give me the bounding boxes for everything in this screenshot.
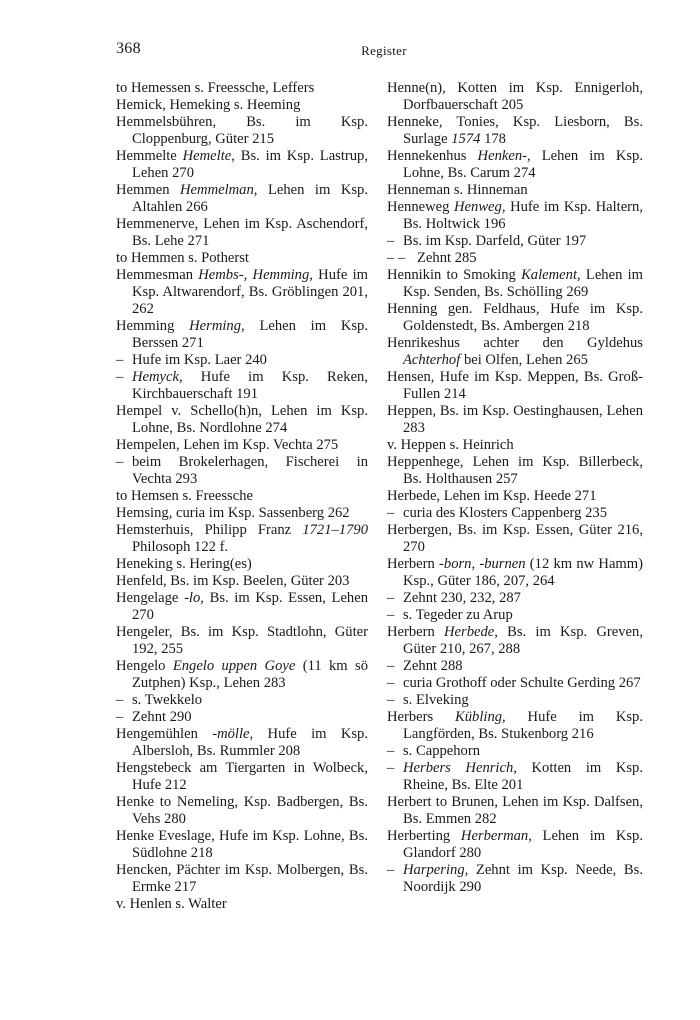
italic-variant: Harpering, — [403, 862, 469, 878]
italic-variant: Herming, — [189, 318, 245, 334]
entry-text: Hemmelsbühren, Bs. im Ksp. Cloppenburg, Güter 215 — [116, 114, 368, 147]
subentry-dash: – — [387, 658, 395, 674]
index-subentry — [116, 709, 368, 726]
entry-text: Hencken, Pächter im Ksp. Molbergen, Bs. Ermke 217 — [116, 862, 368, 895]
entry-text: Lehen im Ksp. Altahlen 266 — [132, 182, 368, 215]
entry-text: Zehnt 290 — [132, 709, 192, 725]
index-subentry — [387, 692, 643, 709]
entry-text: v. Heppen s. Heinrich — [387, 437, 514, 453]
italic-variant: Hembs-, Hemming, — [198, 267, 313, 283]
entry-text: Henke to Nemeling, Ksp. Badbergen, Bs. Vehs 280 — [116, 794, 368, 827]
italic-variant: Hemelte, — [182, 148, 235, 164]
index-entry — [116, 726, 368, 760]
index-entry — [387, 624, 643, 658]
index-entry — [387, 199, 643, 233]
entry-text: Kotten im Ksp. Rheine, Bs. Elte 201 — [403, 760, 643, 793]
index-entry — [116, 403, 368, 437]
entry-text: Herbern — [387, 556, 440, 572]
entry-text: Hengstebeck am Tiergarten in Wolbeck, Hufe 212 — [116, 760, 368, 793]
subentry-dash: – — [387, 233, 395, 249]
entry-text: Herbergen, Bs. im Ksp. Essen, Güter 216, 270 — [387, 522, 643, 555]
entry-text: Zehnt 288 — [403, 658, 463, 674]
index-subentry — [116, 369, 368, 403]
index-entry — [116, 148, 368, 182]
index-subentry — [387, 658, 643, 675]
entry-text: (11 km sö Zutphen) Ksp., Lehen 283 — [132, 658, 369, 691]
entry-text: Henneke, Tonies, Ksp. Liesborn, Bs. Surlage — [387, 114, 643, 147]
entry-text: Hemsterhuis, Philipp Franz — [116, 522, 303, 538]
index-entry — [116, 862, 368, 896]
entry-text: Herbern — [387, 624, 445, 640]
entry-text: Hempelen, Lehen im Ksp. Vechta 275 — [116, 437, 339, 453]
subentry-dash: – — [387, 692, 395, 708]
entry-text: Hemsing, curia im Ksp. Sassenberg 262 — [116, 505, 350, 521]
entry-text: Hufe im Ksp. Altwarendorf, Bs. Gröblingen 201, 262 — [132, 267, 368, 317]
entry-text: Herberting — [387, 828, 461, 844]
italic-variant: -born, -burnen — [439, 556, 526, 572]
italic-variant: Kübling, — [455, 709, 506, 725]
index-entry — [116, 97, 368, 114]
index-entry — [116, 216, 368, 250]
index-entry — [387, 80, 643, 114]
index-entry — [387, 182, 643, 199]
italic-variant: -lo, — [184, 590, 204, 606]
entry-text: to Hemmen s. Potherst — [116, 250, 249, 266]
entry-text: Heppen, Bs. im Ksp. Oestinghausen, Lehen 283 — [387, 403, 643, 436]
index-subentry — [387, 233, 643, 250]
entry-text: Heneking s. Hering(es) — [116, 556, 252, 572]
index-entry — [387, 369, 643, 403]
subentry-dash: – — [116, 454, 124, 470]
index-subentry — [387, 760, 643, 794]
index-entry — [116, 896, 368, 913]
index-subentry — [387, 505, 643, 522]
index-entry — [116, 250, 368, 267]
entry-text: Hemming — [116, 318, 190, 334]
index-entry — [116, 658, 368, 692]
index-entry — [116, 318, 368, 352]
index-entry — [387, 267, 643, 301]
subentry-dash: – — [116, 709, 124, 725]
index-entry — [116, 80, 368, 97]
index-column-right — [387, 80, 643, 896]
entry-text: Bs. im Ksp. Greven, Güter 210, 267, 288 — [403, 624, 643, 657]
italic-variant: Henken-, — [477, 148, 531, 164]
index-column-left — [116, 80, 368, 913]
entry-text: Henneweg — [387, 199, 454, 215]
index-entry — [387, 828, 643, 862]
entry-text: s. Tegeder zu Arup — [403, 607, 513, 623]
entry-text: Zehnt im Ksp. Neede, Bs. Noordijk 290 — [403, 862, 643, 895]
entry-text: Hemmelte — [116, 148, 183, 164]
index-entry — [387, 437, 643, 454]
running-head: Register — [361, 43, 407, 58]
index-entry — [116, 522, 368, 556]
index-entry — [387, 488, 643, 505]
entry-text: Zehnt 285 — [417, 250, 477, 266]
entry-text: Bs. im Ksp. Darfeld, Güter 197 — [403, 233, 587, 249]
index-entry — [387, 709, 643, 743]
italic-variant: Engelo uppen Goye — [172, 658, 296, 674]
entry-text: curia des Klosters Cappenberg 235 — [403, 505, 607, 521]
index-entry — [387, 403, 643, 437]
index-subentry — [387, 862, 643, 896]
subentry-dash: – — [387, 590, 395, 606]
entry-text: Herbers — [387, 709, 456, 725]
index-entry — [116, 182, 368, 216]
index-subentry — [116, 692, 368, 709]
italic-variant: Achterhof — [403, 352, 461, 368]
entry-text: 178 — [480, 131, 506, 147]
subentry-dash: – — [387, 760, 395, 776]
entry-text: Lehen im Ksp. Lohne, Bs. Carum 274 — [403, 148, 643, 181]
index-entry — [387, 522, 643, 556]
index-entry — [116, 437, 368, 454]
entry-text: Hengelage — [116, 590, 185, 606]
index-subentry — [387, 607, 643, 624]
index-entry — [387, 794, 643, 828]
index-entry — [116, 488, 368, 505]
index-entry — [387, 301, 643, 335]
entry-text: Herbede, Lehen im Ksp. Heede 271 — [387, 488, 597, 504]
entry-text: beim Brokelerhagen, Fischerei in Vechta 293 — [132, 454, 368, 487]
index-subentry — [116, 352, 368, 369]
entry-text: Hennikin to Smoking — [387, 267, 522, 283]
index-entry — [116, 505, 368, 522]
entry-text: to Hemessen s. Freessche, Leffers — [116, 80, 315, 96]
entry-text: Henneman s. Hinneman — [387, 182, 528, 198]
entry-text: Henne(n), Kotten im Ksp. Ennigerloh, Dorfbauerschaft 205 — [387, 80, 643, 113]
entry-text: Hengemühlen — [116, 726, 213, 742]
index-entry — [116, 828, 368, 862]
entry-text: Hensen, Hufe im Ksp. Meppen, Bs. Groß-Fullen 214 — [387, 369, 643, 402]
entry-text: Hempel v. Schello(h)n, Lehen im Ksp. Lohne, Bs. Nordlohne 274 — [116, 403, 368, 436]
index-entry — [387, 335, 643, 369]
entry-text: Henfeld, Bs. im Ksp. Beelen, Güter 203 — [116, 573, 350, 589]
entry-text: Lehen im Ksp. Berssen 271 — [132, 318, 368, 351]
index-entry — [116, 590, 368, 624]
entry-text: to Hemsen s. Freessche — [116, 488, 253, 504]
subentry-dash: – — [116, 692, 124, 708]
italic-variant: Hemyck, — [132, 369, 183, 385]
index-entry — [387, 148, 643, 182]
entry-text: bei Olfen, Lehen 265 — [460, 352, 588, 368]
index-entry — [116, 760, 368, 794]
entry-text: Philosoph 122 f. — [132, 539, 229, 555]
entry-text: Zehnt 230, 232, 287 — [403, 590, 521, 606]
index-subentry — [387, 743, 643, 760]
entry-text: Hengeler, Bs. im Ksp. Stadtlohn, Güter 192, 255 — [116, 624, 368, 657]
italic-variant: Herbers Henrich, — [403, 760, 517, 776]
index-entry — [116, 556, 368, 573]
entry-text: Hemmen — [116, 182, 181, 198]
entry-text: (12 km nw Hamm) Ksp., Güter 186, 207, 264 — [403, 556, 643, 589]
italic-variant: Hemmelman, — [180, 182, 258, 198]
subentry-dash: – — [116, 369, 124, 385]
italic-variant: 1574 — [451, 131, 481, 147]
subentry-dash: – — [387, 607, 395, 623]
entry-text: Hengelo — [116, 658, 173, 674]
subentry-dash: – — [387, 675, 395, 691]
italic-variant: Herbede, — [444, 624, 498, 640]
subentry-dash: – — [387, 862, 395, 878]
entry-text: Hemmesman — [116, 267, 199, 283]
index-entry — [116, 267, 368, 318]
entry-text: Hufe im Ksp. Reken, Kirchbauerschaft 191 — [132, 369, 368, 402]
entry-text: Herbert to Brunen, Lehen im Ksp. Dalfsen, Bs. Emmen 282 — [387, 794, 643, 827]
page-number: 368 — [116, 40, 141, 57]
index-entry — [116, 794, 368, 828]
subentry-dash: – — [387, 505, 395, 521]
index-entry — [387, 454, 643, 488]
subentry-dash: – — [387, 743, 395, 759]
entry-text: Hufe im Ksp. Albersloh, Bs. Rummler 208 — [132, 726, 368, 759]
index-entry — [116, 573, 368, 590]
italic-variant: Kalement, — [521, 267, 581, 283]
entry-text: Hemick, Hemeking s. Heeming — [116, 97, 301, 113]
entry-text: Hemmenerve, Lehen im Ksp. Aschendorf, Bs. Lehe 271 — [116, 216, 368, 249]
subentry-dash: – — [116, 352, 124, 368]
entry-text: curia Grothoff oder Schulte Gerding 267 — [403, 675, 641, 691]
entry-text: Hennekenhus — [387, 148, 478, 164]
entry-text: Lehen im Ksp. Senden, Bs. Schölling 269 — [403, 267, 644, 300]
index-subentry — [387, 675, 643, 692]
subentry-dash: – – — [387, 250, 406, 266]
index-entry — [116, 114, 368, 148]
italic-variant: -mölle, — [212, 726, 254, 742]
index-entry — [387, 556, 643, 590]
index-subentry — [116, 454, 368, 488]
italic-variant: Herberman, — [460, 828, 532, 844]
entry-text: v. Henlen s. Walter — [116, 896, 227, 912]
entry-text: s. Twekkelo — [132, 692, 203, 708]
index-entry — [387, 114, 643, 148]
italic-variant: Henweg, — [454, 199, 506, 215]
entry-text: Hufe im Ksp. Langförden, Bs. Stukenborg 216 — [403, 709, 643, 742]
entry-text: Lehen im Ksp. Glandorf 280 — [403, 828, 643, 861]
entry-text: Henke Eveslage, Hufe im Ksp. Lohne, Bs. Südlohne 218 — [116, 828, 368, 861]
entry-text: Heppenhege, Lehen im Ksp. Billerbeck, Bs. Holthausen 257 — [387, 454, 643, 487]
index-subentry — [387, 590, 643, 607]
entry-text: Henrikeshus achter den Gyldehus — [387, 335, 643, 351]
entry-text: Bs. im Ksp. Essen, Lehen 270 — [132, 590, 368, 623]
entry-text: s. Cappehorn — [403, 743, 481, 759]
index-subentry — [387, 250, 643, 267]
index-entry — [116, 624, 368, 658]
entry-text: s. Elveking — [403, 692, 469, 708]
entry-text: Hufe im Ksp. Laer 240 — [132, 352, 267, 368]
italic-variant: 1721–1790 — [302, 522, 368, 538]
entry-text: Henning gen. Feldhaus, Hufe im Ksp. Goldenstedt, Bs. Ambergen 218 — [387, 301, 643, 334]
entry-text: Bs. im Ksp. Lastrup, Lehen 270 — [132, 148, 369, 181]
entry-text: Hufe im Ksp. Haltern, Bs. Holtwick 196 — [403, 199, 643, 232]
